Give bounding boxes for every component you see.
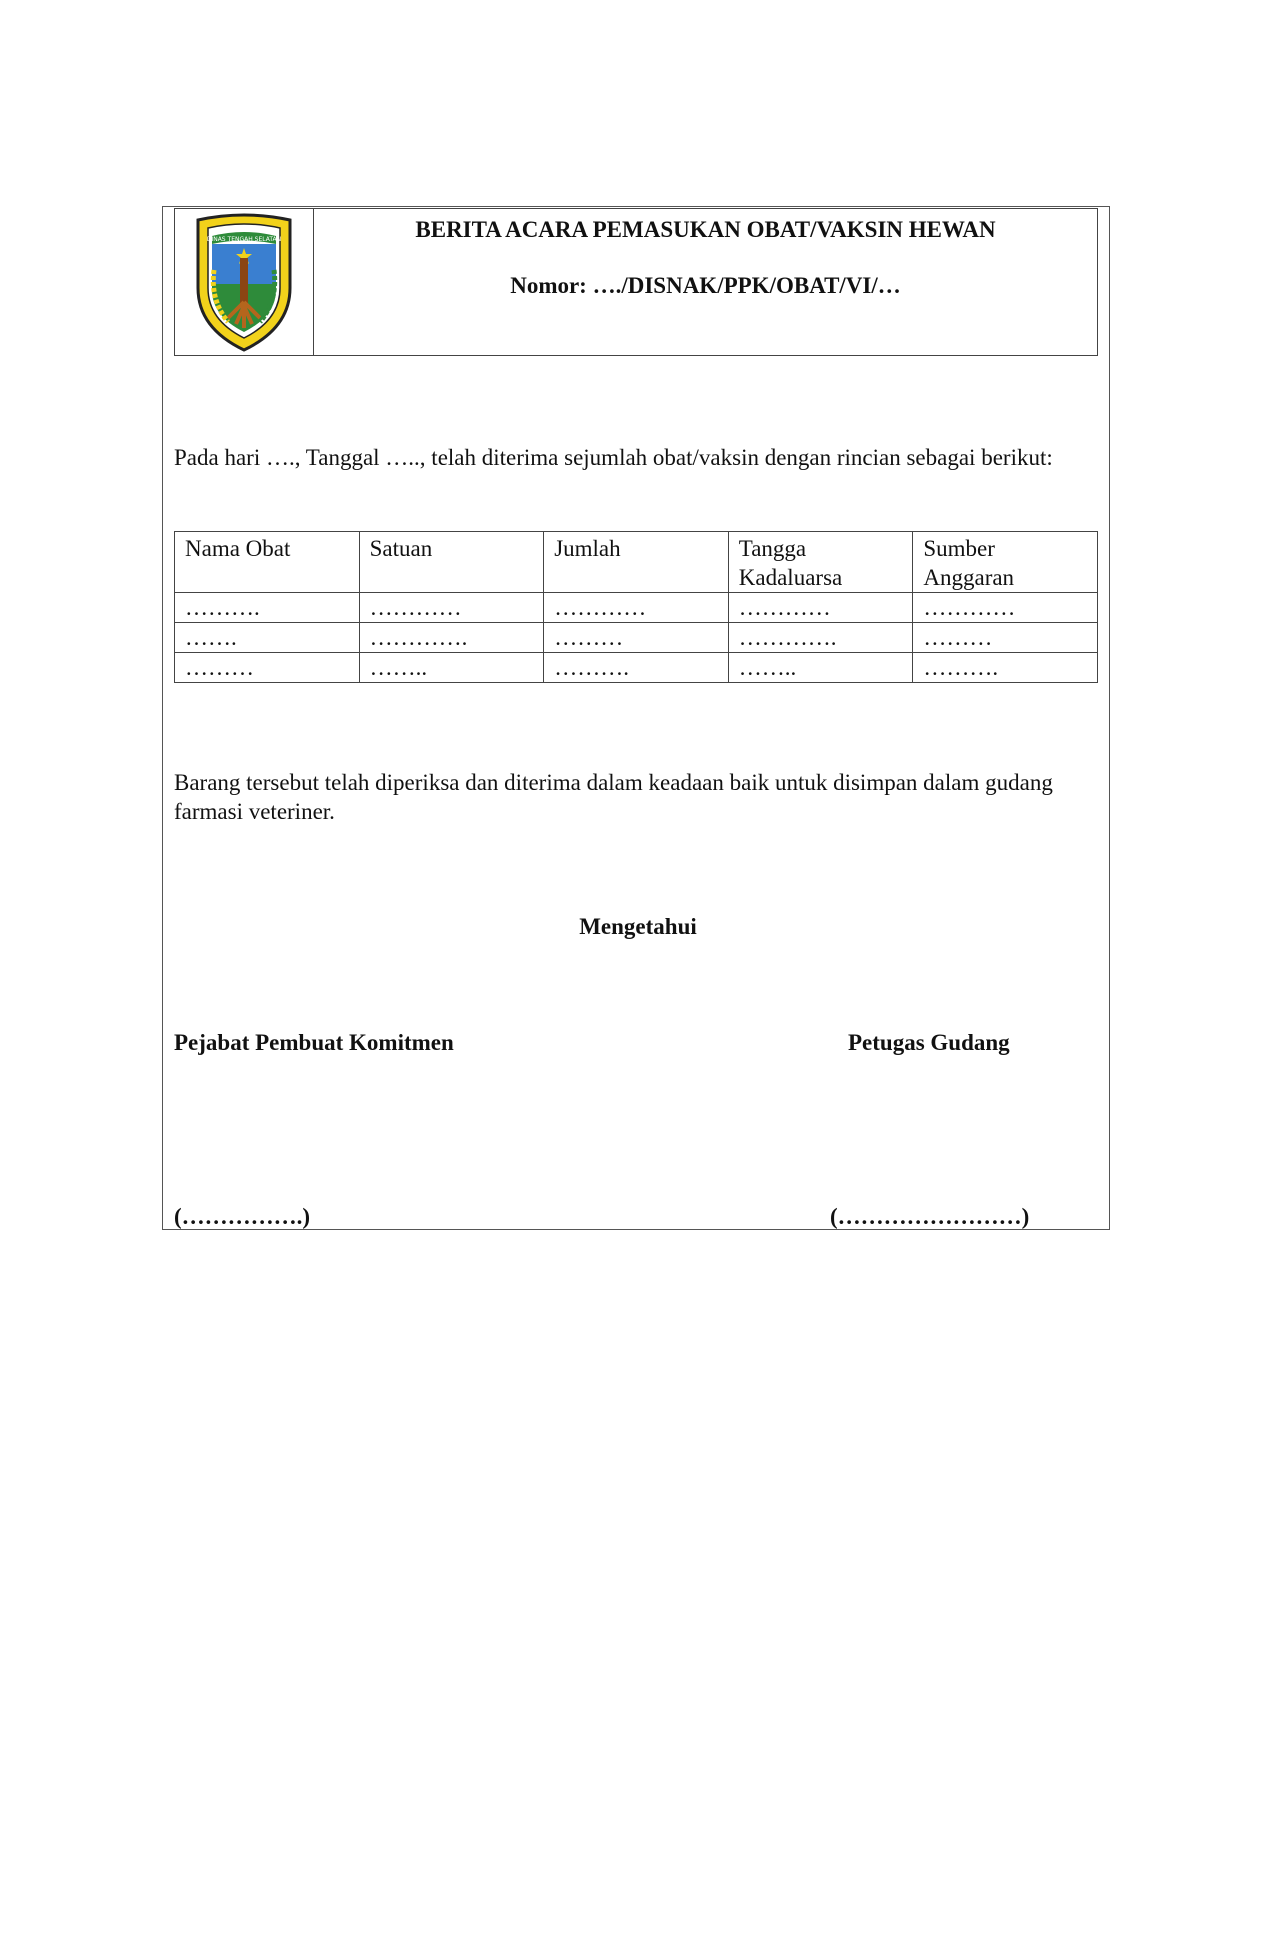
table-cell: ……….: [175, 593, 360, 623]
medicine-table: [174, 531, 1098, 683]
document-frame: [162, 206, 1110, 1230]
table-cell: …….: [175, 623, 360, 653]
table-header-row: [175, 532, 1098, 593]
table-cell: ……..: [359, 653, 544, 683]
table-row: [175, 623, 1098, 653]
col-header-budget-source: Sumber Anggaran: [913, 532, 1098, 593]
table-row: [175, 653, 1098, 683]
regency-emblem-logo: [188, 210, 300, 354]
table-cell: …………: [728, 593, 913, 623]
table-cell: …………: [913, 593, 1098, 623]
table-cell: ………….: [728, 623, 913, 653]
col-header-quantity: Jumlah: [544, 532, 729, 593]
table-cell: ………….: [359, 623, 544, 653]
document-title: BERITA ACARA PEMASUKAN OBAT/VAKSIN HEWAN: [415, 217, 996, 242]
col-header-medicine-name: Nama Obat: [175, 532, 360, 593]
table-cell: ……..: [728, 653, 913, 683]
table-cell: …………: [359, 593, 544, 623]
logo-text: DINAS TENGAH SELATAN: [206, 236, 282, 243]
signatory-left-title: Pejabat Pembuat Komitmen: [174, 1030, 454, 1055]
document-number: Nomor: …./DISNAK/PPK/OBAT/VI/…: [510, 273, 901, 298]
col-header-unit: Satuan: [359, 532, 544, 593]
closing-paragraph: Barang tersebut telah diperiksa dan diterima dalam keadaan baik untuk disimpan dalam gudang farmasi veteriner.: [174, 770, 1053, 824]
table-cell: …………: [544, 593, 729, 623]
table-cell: ………: [544, 623, 729, 653]
table-row: [175, 593, 1098, 623]
table-cell: ………: [175, 653, 360, 683]
col-header-expiry-date: Tangga Kadaluarsa: [728, 532, 913, 593]
logo-cell: [175, 209, 314, 355]
acknowledge-label: Mengetahui: [579, 914, 697, 939]
table-cell: ………: [913, 623, 1098, 653]
title-cell: [314, 209, 1097, 355]
table-cell: ……….: [544, 653, 729, 683]
signatory-left-name: (…………….): [174, 1204, 311, 1229]
document-header: [174, 208, 1098, 356]
signatory-right-name: (……………………): [830, 1204, 1030, 1229]
table-cell: ……….: [913, 653, 1098, 683]
intro-paragraph: Pada hari …., Tanggal ….., telah diterima sejumlah obat/vaksin dengan rincian sebagai berikut:: [174, 445, 1053, 470]
signatory-right-title: Petugas Gudang: [848, 1030, 1010, 1055]
